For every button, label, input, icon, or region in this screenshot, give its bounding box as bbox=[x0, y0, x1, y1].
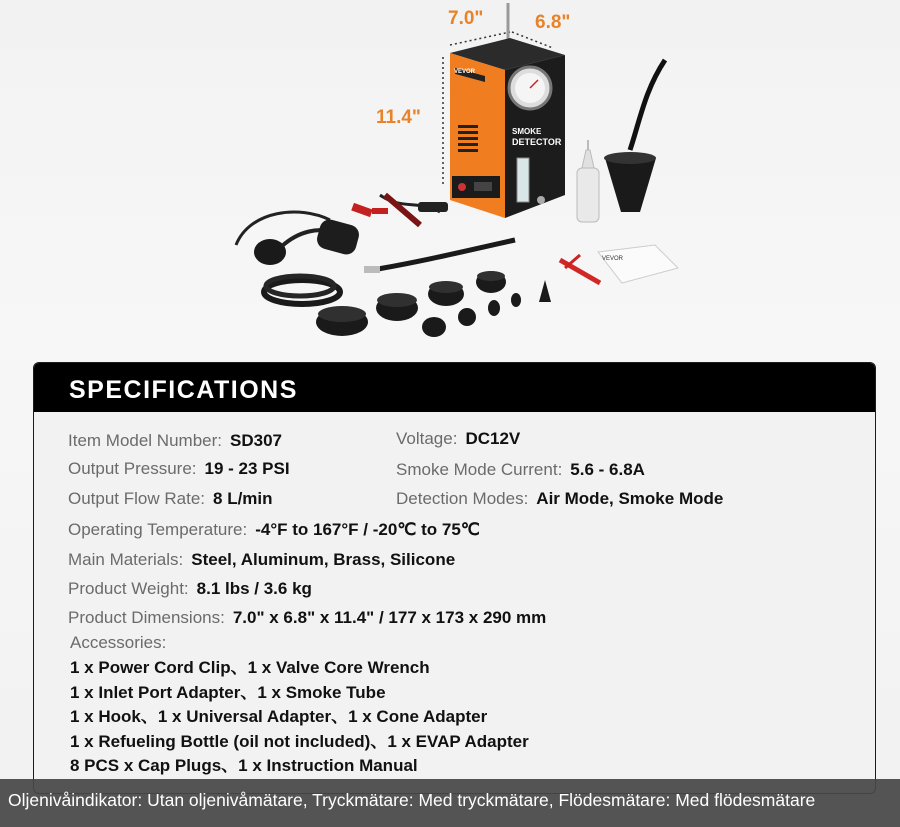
spec-value: -4°F to 167°F / -20℃ to 75℃ bbox=[255, 520, 480, 539]
spec-row-main-materials bbox=[68, 550, 455, 570]
dimension-width-label: 7.0" bbox=[448, 8, 484, 29]
specifications-header bbox=[34, 363, 875, 412]
accessories-list bbox=[70, 656, 529, 779]
specifications-panel bbox=[33, 362, 876, 794]
product-image bbox=[0, 0, 900, 362]
list-item: 1 x Inlet Port Adapter、1 x Smoke Tube bbox=[70, 682, 386, 702]
spec-row-product-weight bbox=[68, 579, 312, 599]
spec-value: 8 L/min bbox=[213, 489, 273, 508]
spec-value: DC12V bbox=[465, 429, 521, 448]
spec-row-operating-temperature bbox=[68, 520, 480, 540]
spec-value: Steel, Aluminum, Brass, Silicone bbox=[191, 550, 456, 569]
list-item: 8 PCS x Cap Plugs、1 x Instruction Manual bbox=[70, 756, 418, 775]
spec-label: Operating Temperature: bbox=[68, 520, 248, 539]
dimension-height-label: 11.4" bbox=[376, 107, 421, 128]
list-item: 1 x Hook、1 x Universal Adapter、1 x Cone Adapter bbox=[70, 707, 488, 726]
spec-value: 7.0" x 6.8" x 11.4" / 177 x 173 x 290 mm bbox=[232, 608, 547, 627]
specifications-title: SPECIFICATIONS bbox=[69, 376, 298, 404]
variant-caption-bar bbox=[0, 779, 900, 827]
spec-row-output-flow-rate bbox=[68, 489, 273, 509]
spec-label: Output Pressure: bbox=[68, 459, 197, 478]
variant-caption: Oljenivåindikator: Utan oljenivåmätare, Tryckmätare: Med tryckmätare, Flödesmätare: Med flödesmätare bbox=[8, 790, 816, 810]
spec-value: 8.1 lbs / 3.6 kg bbox=[196, 579, 312, 598]
device-label-line1: SMOKE bbox=[512, 127, 542, 136]
spec-label: Voltage: bbox=[396, 429, 458, 448]
accessories-title: Accessories: bbox=[70, 633, 167, 652]
spec-label: Product Weight: bbox=[68, 579, 189, 598]
spec-label: Main Materials: bbox=[68, 550, 184, 569]
smoke-detector-kit-illustration bbox=[0, 0, 900, 362]
spec-row-voltage bbox=[396, 429, 520, 449]
dimension-depth-label: 6.8" bbox=[535, 12, 571, 33]
spec-row-model-number bbox=[68, 431, 282, 451]
spec-row-smoke-mode-current bbox=[396, 460, 645, 480]
spec-label: Output Flow Rate: bbox=[68, 489, 206, 508]
list-item: 1 x Power Cord Clip、1 x Valve Core Wrench bbox=[70, 658, 430, 677]
spec-label: Product Dimensions: bbox=[68, 608, 225, 627]
spec-label: Item Model Number: bbox=[68, 431, 222, 450]
spec-row-output-pressure bbox=[68, 459, 290, 479]
spec-value: SD307 bbox=[230, 431, 282, 450]
spec-value: 5.6 - 6.8A bbox=[570, 460, 645, 479]
manual-brand: VEVOR bbox=[602, 256, 624, 262]
spec-row-product-dimensions bbox=[68, 608, 546, 628]
list-item: 1 x Refueling Bottle (oil not included)、1 x EVAP Adapter bbox=[70, 731, 529, 751]
spec-label: Detection Modes: bbox=[396, 489, 529, 508]
device-label-line2: DETECTOR bbox=[512, 137, 562, 147]
brand-logo: VEVOR bbox=[454, 69, 476, 75]
spec-value: Air Mode, Smoke Mode bbox=[536, 489, 724, 508]
spec-value: 19 - 23 PSI bbox=[204, 459, 290, 478]
spec-label: Smoke Mode Current: bbox=[396, 460, 563, 479]
spec-row-detection-modes bbox=[396, 489, 723, 509]
